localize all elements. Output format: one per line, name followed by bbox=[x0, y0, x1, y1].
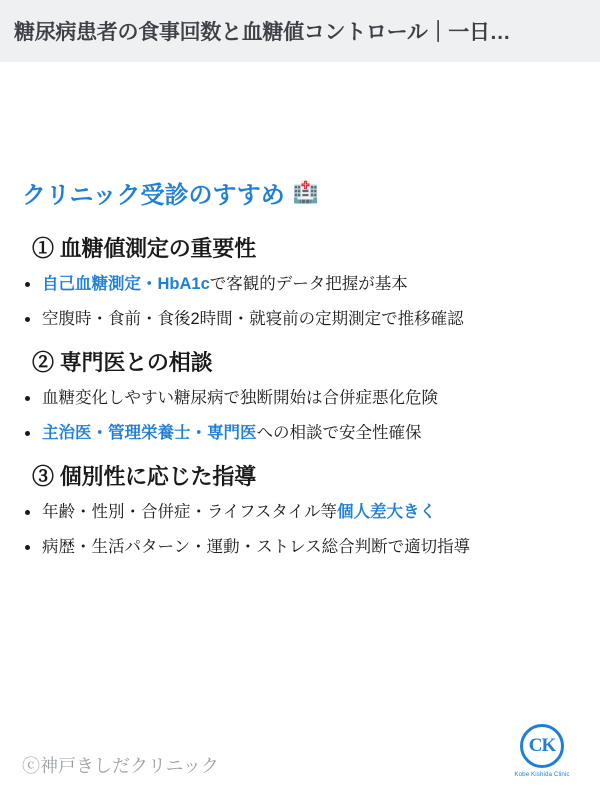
copyright-credit: ⓒ神戸きしだクリニック bbox=[22, 756, 219, 776]
logo-monogram: CK bbox=[528, 735, 556, 756]
list-item bbox=[20, 308, 580, 332]
list-item bbox=[20, 387, 580, 411]
block-title: ① 血糖値測定の重要性 bbox=[32, 236, 256, 261]
list-item bbox=[20, 273, 580, 297]
logo-caption: Kobe Kishida Clinic bbox=[514, 771, 570, 778]
list-item-highlight: 自己血糖測定・HbA1c bbox=[42, 275, 210, 293]
list-item-text: で客観的データ把握が基本 bbox=[209, 275, 408, 293]
list-item-text: 年齢・性別・合併症・ライフスタイル等 bbox=[42, 502, 338, 521]
list-item bbox=[20, 501, 580, 525]
block-2 bbox=[20, 346, 580, 446]
list-item-text: 病歴・生活パターン・運動・ストレス総合判断で適切指導 bbox=[42, 537, 471, 556]
list-item bbox=[20, 536, 580, 560]
list-item-text: への相談で安全性確保 bbox=[256, 423, 422, 442]
block-title: ② 専門医との相談 bbox=[32, 349, 213, 375]
list-item-text: 血糖変化しやすい糖尿病で独断開始は合併症悪化危険 bbox=[42, 388, 438, 407]
hospital-icon: 🏥 bbox=[292, 180, 319, 204]
slide-content bbox=[0, 175, 600, 574]
list-item-text: 空腹時・食前・食後2時間・就寝前の定期測定で推移確認 bbox=[42, 309, 464, 328]
logo-circle-icon bbox=[520, 724, 564, 768]
block-1 bbox=[20, 232, 580, 332]
list-item-highlight: 主治医・管理栄養士・専門医 bbox=[42, 423, 257, 442]
list-item bbox=[20, 422, 580, 446]
bullet-list bbox=[20, 501, 580, 560]
block-3 bbox=[20, 460, 580, 560]
bullet-list bbox=[20, 387, 580, 446]
title-bar bbox=[0, 0, 600, 62]
block-title: ③ 個別性に応じた指導 bbox=[32, 463, 256, 489]
page-title: 糖尿病患者の食事回数と血糖値コントロール｜一日… bbox=[14, 21, 511, 44]
list-item-highlight: 個人差大きく bbox=[337, 502, 437, 521]
section-heading bbox=[22, 175, 580, 210]
section-heading-label: クリニック受診のすすめ bbox=[22, 182, 285, 209]
clinic-logo bbox=[504, 724, 580, 778]
bullet-list bbox=[20, 273, 580, 332]
